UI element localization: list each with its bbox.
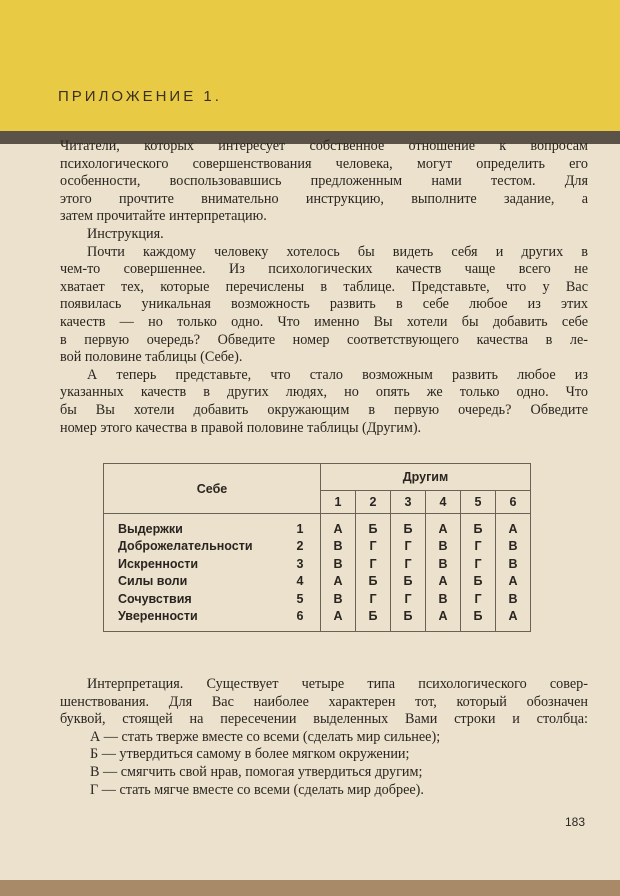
- type-cell: Б: [391, 573, 426, 591]
- page-number: 183: [565, 815, 586, 829]
- text-line: хватает тех, которые перечислены в таблице. Представьте, что у Вас: [60, 278, 588, 295]
- appendix-heading: ПРИЛОЖЕНИЕ 1.: [58, 88, 222, 105]
- text-line: А теперь представьте, что стало возможным развить любое из: [87, 366, 588, 383]
- others-column-6: 6: [496, 491, 531, 514]
- text-line: Читатели, которых интересует собственное отношение к вопросам: [60, 138, 588, 154]
- text-line: затем прочитайте интерпретацию.: [60, 208, 267, 225]
- type-cell: Б: [356, 514, 391, 538]
- text-line: качеств — но только одно. Что именно Вы хотели бы добавить себе: [60, 313, 588, 330]
- type-cell: А: [321, 608, 356, 632]
- type-cell: А: [426, 514, 461, 538]
- quality-number: 4: [280, 573, 321, 591]
- type-cell: Г: [356, 538, 391, 556]
- text-line: в первую очередь? Обведите номер соответствующего качества в ле-: [60, 331, 588, 348]
- others-column-4: 4: [426, 491, 461, 514]
- type-cell: В: [321, 538, 356, 556]
- type-cell: А: [496, 573, 531, 591]
- quality-number: 1: [280, 514, 321, 538]
- type-cell: А: [426, 608, 461, 632]
- quality-name: Силы воли: [104, 573, 281, 591]
- quality-name: Искренности: [104, 555, 281, 573]
- type-cell: Б: [356, 608, 391, 632]
- text-line: вой половине таблицы (Себе).: [60, 349, 243, 366]
- type-cell: В: [496, 555, 531, 573]
- type-cell: А: [496, 608, 531, 632]
- text-line: шенствования. Для Вас наиболее характерен тот, который обозначен: [60, 693, 588, 710]
- text-line: указанных качеств в других людях, но опять же только одно. Что: [60, 384, 588, 401]
- text-line: буквой, стоящей на пересечении выделенных Вами строки и столбца:: [60, 711, 588, 728]
- text-line: психологического совершенствования человека, могут определить его: [60, 155, 588, 172]
- type-cell: Г: [391, 538, 426, 556]
- intro-paragraph: [60, 138, 588, 437]
- quality-number: 6: [280, 608, 321, 632]
- others-header: Другим: [321, 464, 531, 491]
- others-column-3: 3: [391, 491, 426, 514]
- quality-name: Сочувствия: [104, 590, 281, 608]
- quality-name: Уверенности: [104, 608, 281, 632]
- type-cell: Б: [461, 514, 496, 538]
- type-cell: Б: [461, 573, 496, 591]
- bottom-edge: [0, 880, 620, 896]
- type-cell: Г: [356, 555, 391, 573]
- quality-number: 3: [280, 555, 321, 573]
- table-row: [104, 573, 531, 591]
- type-cell: В: [321, 555, 356, 573]
- type-cell: Г: [461, 555, 496, 573]
- text-line: Интерпретация. Существует четыре типа психологического совер-: [87, 676, 588, 692]
- type-item: Б — утвердиться самому в более мягком окружении;: [90, 746, 410, 763]
- type-cell: А: [426, 573, 461, 591]
- header-band: [0, 0, 620, 131]
- text-line: появилась уникальная возможность развить в себе любое из этих: [60, 296, 588, 313]
- quality-name: Выдержки: [104, 514, 281, 538]
- table-row: [104, 538, 531, 556]
- type-cell: Г: [461, 538, 496, 556]
- quality-name: Доброжелательности: [104, 538, 281, 556]
- type-cell: Б: [391, 608, 426, 632]
- type-cell: В: [426, 538, 461, 556]
- type-cell: В: [496, 538, 531, 556]
- type-cell: В: [321, 590, 356, 608]
- type-item: А — стать тверже вместе со всеми (сделать мир сильнее);: [90, 728, 441, 745]
- type-cell: Б: [461, 608, 496, 632]
- others-column-2: 2: [356, 491, 391, 514]
- quality-number: 2: [280, 538, 321, 556]
- type-cell: В: [426, 555, 461, 573]
- type-cell: Б: [391, 514, 426, 538]
- interpretation-paragraph: [60, 676, 588, 799]
- type-cell: Г: [391, 555, 426, 573]
- text-line: Почти каждому человеку хотелось бы видеть себя и других в: [87, 243, 588, 260]
- type-cell: Б: [356, 573, 391, 591]
- others-column-1: 1: [321, 491, 356, 514]
- type-cell: Г: [461, 590, 496, 608]
- type-cell: Г: [356, 590, 391, 608]
- table-row: [104, 514, 531, 538]
- type-cell: В: [496, 590, 531, 608]
- type-cell: А: [496, 514, 531, 538]
- type-cell: Г: [391, 590, 426, 608]
- quality-number: 5: [280, 590, 321, 608]
- type-cell: А: [321, 573, 356, 591]
- qualities-table: [103, 463, 531, 632]
- type-cell: В: [426, 590, 461, 608]
- table-row: [104, 555, 531, 573]
- type-cell: А: [321, 514, 356, 538]
- text-line: бы Вы хотели добавить окружающим в первую очередь? Обведите: [60, 401, 588, 418]
- text-line: особенности, воспользовавшись предложенным нами тестом. Для: [60, 173, 588, 190]
- table-row: [104, 608, 531, 632]
- instruction-title: Инструкция.: [87, 225, 164, 242]
- self-header: Себе: [104, 464, 321, 514]
- text-line: номер этого качества в правой половине таблицы (Другим).: [60, 419, 422, 436]
- type-item: Г — стать мягче вместе со всеми (сделать мир добрее).: [90, 781, 424, 798]
- table-row: [104, 590, 531, 608]
- text-line: чем-то совершеннее. Из психологических качеств чаще всего не: [60, 261, 588, 278]
- text-line: этого прочтите внимательно инструкцию, выполните задание, а: [60, 190, 588, 207]
- type-item: В — смягчить свой нрав, помогая утвердиться другим;: [90, 763, 423, 780]
- others-column-5: 5: [461, 491, 496, 514]
